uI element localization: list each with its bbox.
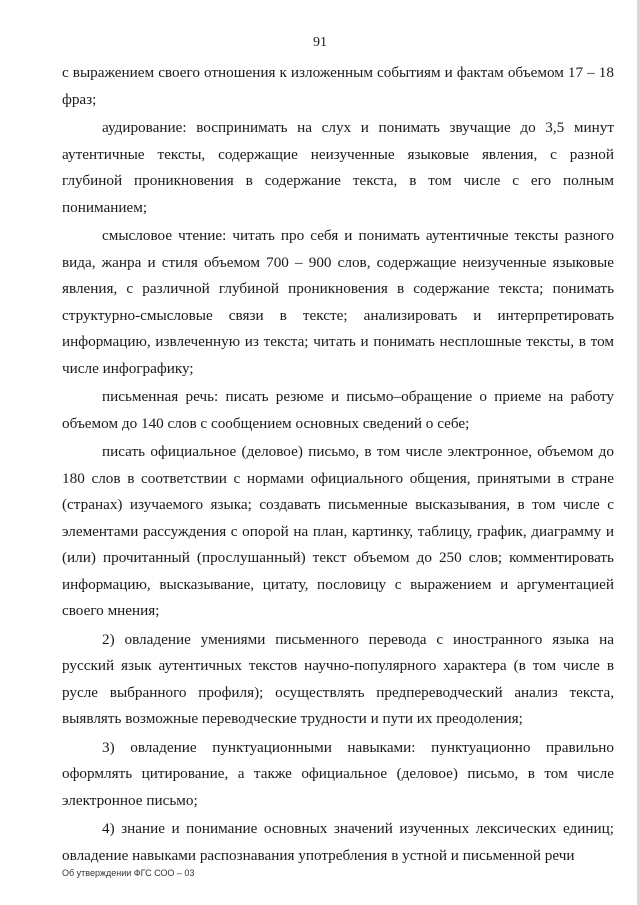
paragraph-8: 4) знание и понимание основных значений изученных лексических единиц; овладение навыками распознавания употребления в устной и письменной речи (62, 820, 614, 864)
paragraph-6: 2) овладение умениями письменного перевода с иностранного языка на русский язык аутентичных текстов научно-популярного характера (в том числе в русле выбранного профиля); осуществлять предпереводческий анализ текста, выявлять возможные переводческие трудности и пути их преодоления; (62, 630, 614, 727)
paragraph-7: 3) овладение пунктуационными навыками: пунктуационно правильно оформлять цитирование, а также официальное (деловое) письмо, в том числе электронное письмо; (62, 738, 614, 809)
page-number: 91 (313, 35, 327, 50)
paragraph-1: с выражением своего отношения к изложенным событиям и фактам объемом 17 – 18 фраз; (62, 64, 614, 108)
document-body (62, 60, 614, 869)
footer-note: Об утверждении ФГС СОО – 03 (62, 868, 195, 878)
paragraph-2: аудирование: воспринимать на слух и понимать звучащие до 3,5 минут аутентичные тексты, содержащие неизученные языковые явления, с разной глубиной проникновения в содержание текста, в том числе с его полным пониманием; (62, 119, 614, 216)
paragraph-3: смысловое чтение: читать про себя и понимать аутентичные тексты разного вида, жанра и стиля объемом 700 – 900 слов, содержащие неизученные языковые явления, с различной глубиной проникновения в содержание текста; понимать структурно-смысловые связи в тексте; анализировать и интерпретировать информацию, извлеченную из текста; читать и понимать несплошные тексты, в том числе инфографику; (62, 227, 614, 377)
paragraph-5: писать официальное (деловое) письмо, в том числе электронное, объемом до 180 слов в соответствии с нормами официального общения, принятыми в стране (странах) изучаемого языка; создавать письменные высказывания, в том числе с элементами рассуждения с опорой на план, картинку, таблицу, график, диаграмму и (или) прочитанный (прослушанный) текст объемом до 250 слов; комментировать информацию, высказывание, цитату, пословицу с выражением и аргументацией своего мнения; (62, 443, 614, 619)
paragraph-4: письменная речь: писать резюме и письмо–обращение о приеме на работу объемом до 140 слов с сообщением основных сведений о себе; (62, 388, 614, 432)
